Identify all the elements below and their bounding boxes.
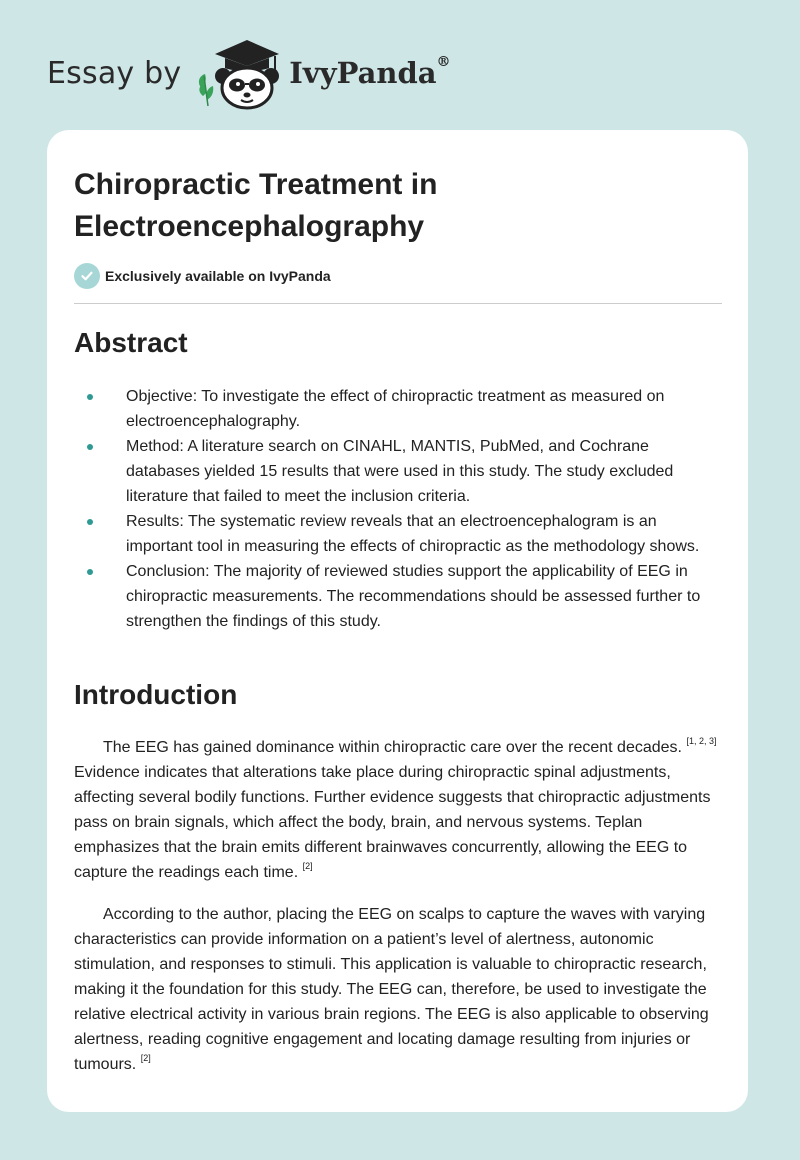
panda-graduate-icon[interactable] bbox=[195, 36, 287, 110]
bullet-icon bbox=[87, 394, 93, 400]
site-header bbox=[47, 36, 451, 110]
divider bbox=[74, 303, 722, 304]
abstract-heading: Abstract bbox=[74, 327, 188, 358]
citation[interactable]: [1, 2, 3] bbox=[686, 735, 717, 746]
paragraph bbox=[74, 902, 722, 1077]
registered-mark: ® bbox=[436, 54, 451, 70]
essay-by-label: Essay by bbox=[47, 55, 182, 91]
check-circle-icon bbox=[74, 263, 100, 289]
abstract-list bbox=[74, 384, 714, 634]
citation[interactable]: [2] bbox=[140, 1052, 151, 1063]
bullet-icon bbox=[87, 569, 93, 575]
list-item bbox=[74, 559, 714, 634]
abstract-item-text: Conclusion: The majority of reviewed studies support the applicability of EEG in chiropractic measurements. The recommendations should be assessed further to strengthen the findings of this study. bbox=[126, 563, 701, 630]
brand-text: IvyPanda bbox=[289, 56, 437, 90]
abstract-item-text: Objective: To investigate the effect of chiropractic treatment as measured on electroencephalography. bbox=[126, 388, 665, 430]
essay-card bbox=[47, 130, 748, 1112]
paragraph-text: The EEG has gained dominance within chiropractic care over the recent decades. bbox=[103, 739, 682, 756]
paragraph-text: According to the author, placing the EEG on scalps to capture the waves with varying characteristics can provide information on a patient’s level of alertness, autonomic stimulation, and responses to stimuli. This application is valuable to chiropractic research, making it the foundation for this study. The EEG can, therefore, be used to investigate the relative electrical activity in various brain regions. The EEG is also applicable to observing alertness, reading cognitive engagement and locating damage resulting from injuries or tumours. bbox=[74, 906, 709, 1073]
bullet-icon bbox=[87, 444, 93, 450]
page-title: Chiropractic Treatment in Electroencephalography bbox=[74, 168, 438, 243]
list-item bbox=[74, 509, 714, 559]
paragraph bbox=[74, 735, 722, 885]
exclusive-badge bbox=[74, 263, 331, 289]
abstract-item-text: Results: The systematic review reveals that an electroencephalogram is an important tool in measuring the effects of chiropractic as the methodology shows. bbox=[126, 513, 700, 555]
list-item bbox=[74, 384, 714, 434]
paragraph-text: Evidence indicates that alterations take place during chiropractic spinal adjustments, affecting several bodily functions. Further evidence suggests that chiropractic adjustments pass on brain signals, which affect the body, brain, and nervous systems. Teplan emphasizes that the brain emits different brainwaves concurrently, allowing the EEG to capture the readings each time. bbox=[74, 764, 711, 881]
brand-name[interactable] bbox=[289, 56, 450, 90]
introduction-heading: Introduction bbox=[74, 679, 238, 710]
exclusive-label: Exclusively available on IvyPanda bbox=[105, 268, 331, 284]
list-item bbox=[74, 434, 714, 509]
abstract-item-text: Method: A literature search on CINAHL, MANTIS, PubMed, and Cochrane databases yielded 15 results that were used in this study. The study excluded literature that failed to meet the inclusion criteria. bbox=[126, 438, 674, 505]
bullet-icon bbox=[87, 519, 93, 525]
introduction-body bbox=[74, 735, 722, 1094]
citation[interactable]: [2] bbox=[302, 860, 313, 871]
